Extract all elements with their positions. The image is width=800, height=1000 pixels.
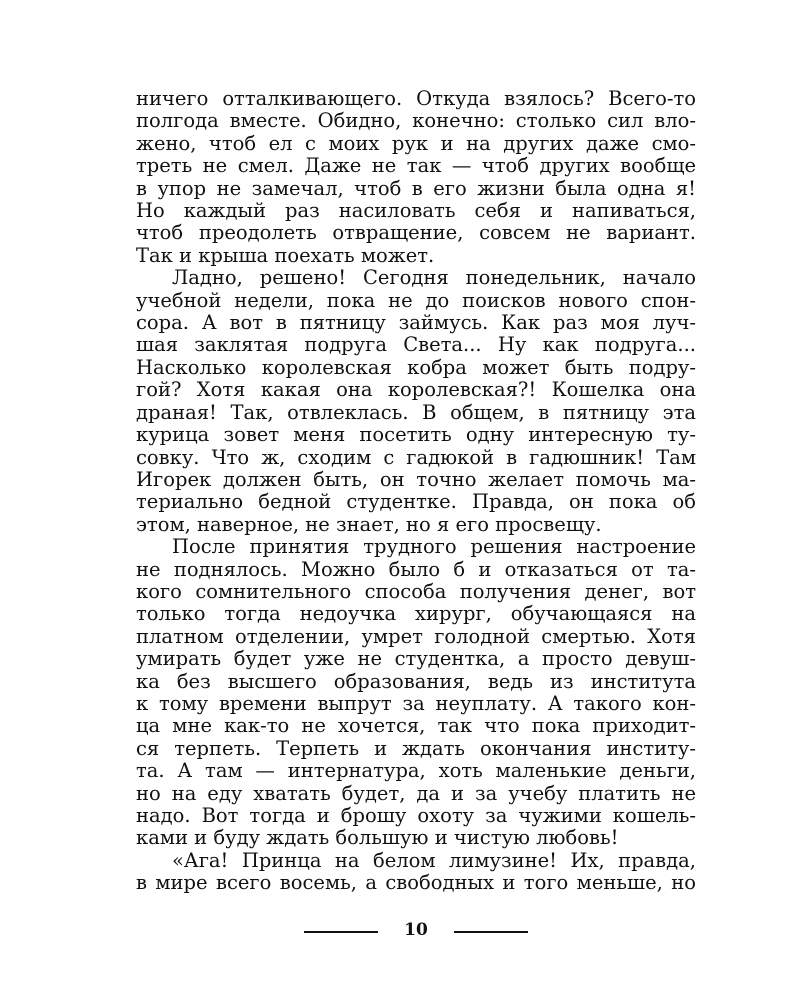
text-line: ца мне как-то не хочется, так что пока приходит- — [136, 714, 696, 738]
text-line: гой? Хотя какая она королевская?! Кошелка она — [136, 378, 696, 402]
text-line: ками и буду ждать большую и чистую любовь! — [136, 826, 619, 850]
page-text — [136, 88, 696, 895]
text-line: в упор не замечал, чтоб в его жизни была одна я! — [136, 176, 696, 200]
text-line: ничего отталкивающего. Откуда взялось? Всего-то — [136, 87, 696, 110]
text-line: териально бедной студентке. Правда, он пока об — [136, 490, 696, 514]
text-line: треть не смел. Даже не так — чтоб других вообще — [136, 154, 696, 178]
text-line: умирать будет уже не студентка, а просто девуш- — [136, 647, 696, 671]
text-line: только тогда недоучка хирург, обучающаяся на — [136, 602, 696, 626]
text-line: Но каждый раз насиловать себя и напиваться, — [136, 199, 696, 223]
text-line: не поднялось. Можно было б и отказаться от та- — [136, 557, 696, 581]
text-line: к тому времени выпрут за неуплату. А такого кон- — [136, 691, 696, 715]
paragraph-first-line: После принятия трудного решения настроение — [172, 535, 696, 559]
text-line: но на еду хватать будет, да и за учебу платить не — [136, 781, 696, 805]
footer-rule-right — [454, 931, 528, 933]
text-line: ка без высшего образования, ведь из института — [136, 669, 696, 693]
text-line: Так и крыша поехать может. — [136, 243, 435, 267]
paragraph-first-line: Ладно, решено! Сегодня понедельник, начало — [172, 266, 696, 290]
text-line: Игорек должен быть, он точно желает помочь ма- — [136, 467, 696, 491]
text-line: сора. А вот в пятницу займусь. Как раз моя луч- — [136, 311, 696, 335]
text-line: надо. Вот тогда и брошу охоту за чужими кошель- — [136, 804, 696, 827]
text-line: учебной недели, пока не до поисков нового спон- — [136, 288, 696, 312]
text-line: та. А там — интернатура, хоть маленькие деньги, — [136, 759, 696, 783]
text-line: Насколько королевская кобра может быть подру- — [136, 355, 696, 379]
text-line: ся терпеть. Терпеть и ждать окончания институ- — [136, 736, 696, 760]
page-number: 10 — [404, 920, 428, 940]
text-line: жено, чтоб ел с моих рук и на других даже смо- — [136, 131, 696, 155]
text-line: шая заклятая подруга Света... Ну как подруга... — [136, 333, 696, 357]
text-line: совку. Что ж, сходим с гадюкой в гадюшник! Там — [136, 445, 696, 469]
text-line: полгода вместе. Обидно, конечно: столько сил вло- — [136, 109, 696, 133]
text-line: чтоб преодолеть отвращение, совсем не вариант. — [136, 221, 696, 245]
paragraph-first-line: «Ага! Принца на белом лимузине! Их, правда, — [172, 848, 696, 872]
text-line: в мире всего восемь, а свободных и того меньше, но — [136, 871, 696, 895]
page-footer — [0, 918, 800, 944]
text-line: этом, наверное, не знает, но я его просвещу. — [136, 512, 602, 536]
text-line: драная! Так, отвлеклась. В общем, в пятницу эта — [136, 400, 696, 424]
text-line: кого сомнительного способа получения денег, вот — [136, 579, 696, 603]
text-line: платном отделении, умрет голодной смертью. Хотя — [136, 624, 696, 648]
text-line: курица зовет меня посетить одну интересную ту- — [136, 423, 696, 447]
footer-rule-left — [304, 931, 378, 933]
